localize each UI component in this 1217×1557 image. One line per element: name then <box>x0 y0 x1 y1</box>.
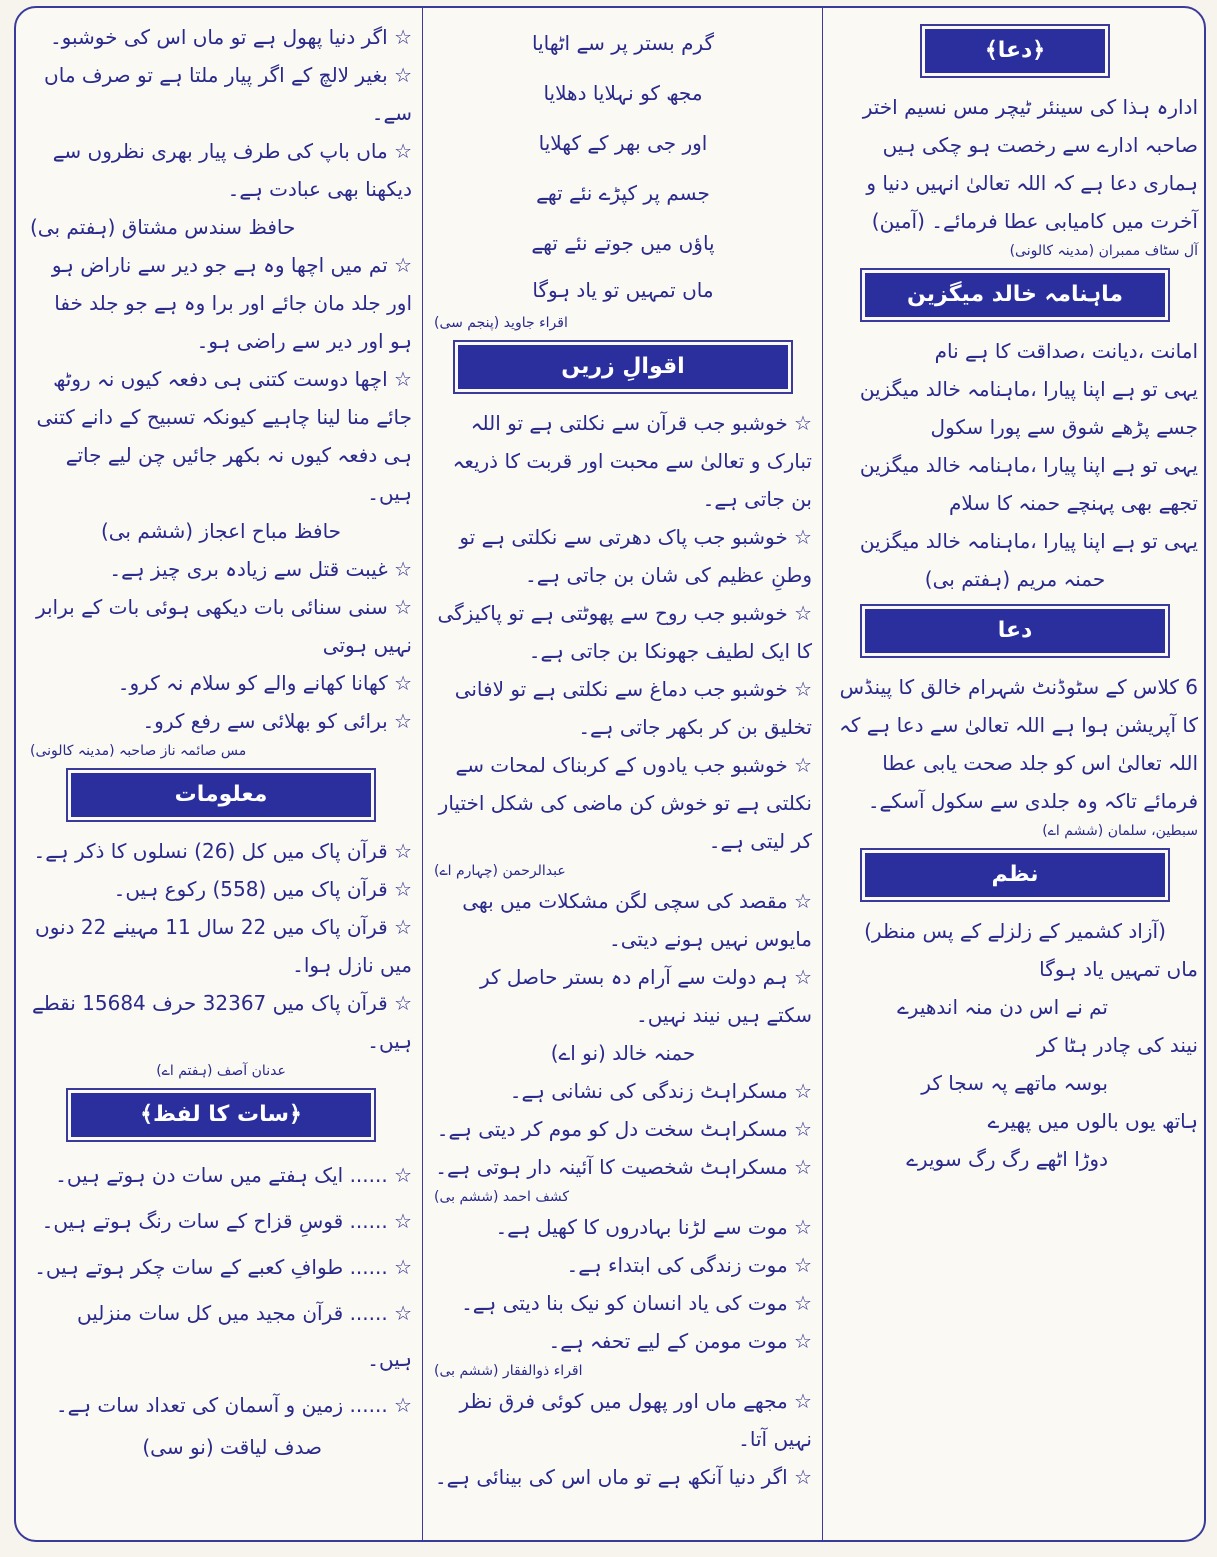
credit-staff: آل سٹاف ممبران (مدینہ کالونی) <box>1009 243 1198 259</box>
credit-hamna-maryam: حمنہ مریم (ہفتم بی) <box>924 567 1106 591</box>
seven-item: ☆ ...... قوسِ قزاح کے سات رنگ ہوتے ہیں۔ <box>41 1209 412 1233</box>
saying-item: ☆ اچھا دوست کتنی ہی دفعہ کیوں نہ روٹھ جائے منا لینا چاہیے کیونکہ تسبیح کے دانے کتنی ہی دفعہ کیوں نہ بکھر جائیں چن لیے جاتے ہیں۔ <box>36 367 412 505</box>
credit-kashaf-ahmad: کشف احمد (ششم بی) <box>434 1189 570 1205</box>
saying-item: ☆ بغیر لالچ کے اگر پیار ملتا ہے تو صرف ماں سے۔ <box>44 63 412 125</box>
mother-poem-line: گرم بستر پر سے اٹھایا <box>531 31 715 55</box>
aqwal-item: ☆ موت سے لڑنا بہادروں کا کھیل ہے۔ <box>495 1215 812 1239</box>
aqwal-item: ☆ اگر دنیا آنکھ ہے تو ماں اس کی بینائی ہے۔ <box>434 1465 812 1489</box>
saying-item: ☆ ماں باپ کی طرف پیار بھری نظروں سے دیکھنا بھی عبادت ہے۔ <box>52 139 412 201</box>
mother-poem-line: جسم پر کپڑے نئے تھے <box>536 181 710 205</box>
aqwal-item: ☆ موت مومن کے لیے تحفہ ہے۔ <box>548 1329 812 1353</box>
credit-saima-naz: مس صائمہ ناز صاحبہ (مدینہ کالونی) <box>30 743 247 759</box>
aqwal-banner: اقوالِ زریں <box>453 340 793 394</box>
column-divider-right <box>822 8 823 1540</box>
fact-item: ☆ قرآن پاک میں کل (26) نسلوں کا ذکر ہے۔ <box>33 839 412 863</box>
credit-abdul-rehman: عبدالرحمن (چہارم اے) <box>434 863 566 879</box>
mother-poem-line: مجھ کو نہلایا دھلایا <box>543 81 703 105</box>
nazm-line: بوسہ ماتھے پہ سجا کر <box>921 1071 1108 1095</box>
mother-poem-line: پاؤں میں جوتے نئے تھے <box>531 231 715 255</box>
magazine-page <box>14 6 1206 1542</box>
nazm-line: نیند کی چادر ہٹا کر <box>1036 1033 1198 1057</box>
magazine-banner: ماہنامہ خالد میگزین <box>860 268 1170 322</box>
aqwal-item: ☆ مقصد کی سچی لگن مشکلات میں بھی مایوس نہیں ہونے دیتی۔ <box>462 889 812 951</box>
mother-poem-line: اور جی بھر کے کھلایا <box>538 131 708 155</box>
magazine-poem-line: یہی تو ہے اپنا پیارا ،ماہنامہ خالد میگزین <box>859 377 1198 401</box>
magazine-poem-line: جسے پڑھے شوق سے پورا سکول <box>930 415 1198 439</box>
saying-item: ☆ کھانا کھانے والے کو سلام نہ کرو۔ <box>117 671 412 695</box>
nazm-line: دوڑا اٹھے رگ رگ سویرے <box>906 1147 1108 1171</box>
middle-column <box>426 18 820 1526</box>
credit-adnan-asif: عدنان آصف (ہفتم اے) <box>156 1063 286 1079</box>
magazine-poem-line: یہی تو ہے اپنا پیارا ،ماہنامہ خالد میگزین <box>859 453 1198 477</box>
aqwal-item: ☆ موت کی یاد انسان کو نیک بنا دیتی ہے۔ <box>461 1291 812 1315</box>
nazm-subtitle: (آزاد کشمیر کے زلزلے کے پس منظر) <box>864 919 1166 943</box>
aqwal-item: ☆ مجھے ماں اور پھول میں کوئی فرق نظر نہیں آتا۔ <box>459 1389 812 1451</box>
seven-item: ☆ ...... قرآن مجید میں کل سات منزلیں ہیں۔ <box>76 1301 412 1371</box>
saying-item: ☆ غیبت قتل سے زیادہ بری چیز ہے۔ <box>109 557 412 581</box>
fact-item: ☆ قرآن پاک میں 32367 حرف 15684 نقطے ہیں۔ <box>31 991 412 1053</box>
credit-mubah-ijaz: حافظ مباح اعجاز (ششم بی) <box>100 519 342 543</box>
magazine-poem-line: یہی تو ہے اپنا پیارا ،ماہنامہ خالد میگزین <box>859 529 1198 553</box>
nazm-line: ہاتھ یوں بالوں میں پھیرے <box>987 1109 1198 1133</box>
credit-iqra-zulfiqar: اقراء ذوالفقار (ششم بی) <box>434 1363 583 1379</box>
mother-poem-line: ماں تمہیں تو یاد ہوگا <box>532 278 714 302</box>
saying-item: ☆ تم میں اچھا وہ ہے جو دیر سے ناراض ہو اور جلد مان جائے اور برا وہ ہے جو جلد خفا ہو اور دیر سے راضی ہو۔ <box>51 253 412 353</box>
aqwal-item: ☆ خوشبو جب روح سے پھوٹتی ہے تو پاکیزگی کا ایک لطیف جھونکا بن جاتی ہے۔ <box>437 601 812 663</box>
dua-banner-top: ﴿دعا﴾ <box>920 24 1110 78</box>
fact-item: ☆ قرآن پاک میں (558) رکوع ہیں۔ <box>113 877 412 901</box>
column-divider-left <box>422 8 423 1540</box>
farewell-dua-text: ادارہ ہذا کی سینئر ٹیچر مس نسیم اختر صاحبہ ادارے سے رخصت ہو چکی ہیں ہماری دعا ہے کہ اللہ تعالیٰ انہیں دنیا و آخرت میں کامیابی عطا فرمائے۔ (آمین) <box>862 95 1198 233</box>
maloomat-banner: معلومات <box>66 768 376 822</box>
left-column <box>24 18 420 1526</box>
aqwal-item: ☆ خوشبو جب پاک دھرتی سے نکلتی ہے تو وطنِ عظیم کی شان بن جاتی ہے۔ <box>459 525 812 587</box>
aqwal-item: ☆ مسکراہٹ شخصیت کا آئینہ دار ہوتی ہے۔ <box>435 1155 812 1179</box>
credit-hamna-khalid: حمنہ خالد (نو اے) <box>550 1041 696 1065</box>
nazm-line: ماں تمہیں یاد ہوگا <box>1039 957 1198 981</box>
credit-sundas-mushtaq: حافظ سندس مشتاق (ہفتم بی) <box>30 215 296 239</box>
aqwal-item: ☆ موت زندگی کی ابتداء ہے۔ <box>566 1253 812 1277</box>
saat-banner: ﴿سات کا لفظ﴾ <box>66 1088 376 1142</box>
aqwal-item: ☆ مسکراہٹ سخت دل کو موم کر دیتی ہے۔ <box>436 1117 812 1141</box>
seven-item: ☆ ...... ایک ہفتے میں سات دن ہوتے ہیں۔ <box>55 1163 412 1187</box>
dua-banner-second: دعا <box>860 604 1170 658</box>
saying-item: ☆ برائی کو بھلائی سے رفع کرو۔ <box>142 709 412 733</box>
credit-sibtain-salman: سبطین، سلمان (ششم اے) <box>1042 823 1198 839</box>
aqwal-item: ☆ ہم دولت سے آرام دہ بستر حاصل کر سکتے ہیں نیند نہیں۔ <box>480 965 812 1027</box>
nazm-line: تم نے اس دن منہ اندھیرے <box>897 995 1108 1019</box>
saying-item: ☆ اگر دنیا پھول ہے تو ماں اس کی خوشبو۔ <box>49 25 412 49</box>
fact-item: ☆ قرآن پاک میں 22 سال 11 مہینے 22 دنوں میں نازل ہوا۔ <box>35 915 412 977</box>
aqwal-item: ☆ خوشبو جب دماغ سے نکلتی ہے تو لافانی تخلیق بن کر بکھر جاتی ہے۔ <box>454 677 812 739</box>
aqwal-item: ☆ خوشبو جب قرآن سے نکلتی ہے تو اللہ تبارک و تعالیٰ سے محبت اور قربت کا ذریعہ بن جاتی ہے۔ <box>452 411 812 511</box>
seven-item: ☆ ...... طوافِ کعبے کے سات چکر ہوتے ہیں۔ <box>34 1255 412 1279</box>
credit-sadaf-liaqat: صدف لیاقت (نو سی) <box>142 1435 322 1459</box>
magazine-poem-line: امانت ،دیانت ،صداقت کا ہے نام <box>934 339 1198 363</box>
nazm-banner: نظم <box>860 848 1170 902</box>
credit-iqra-javed: اقراء جاوید (پنجم سی) <box>434 315 568 331</box>
right-column <box>826 18 1206 1526</box>
seven-item: ☆ ...... زمین و آسمان کی تعداد سات ہے۔ <box>55 1393 412 1417</box>
magazine-poem-line: تجھے بھی پہنچے حمنہ کا سلام <box>949 491 1198 515</box>
aqwal-item: ☆ خوشبو جب یادوں کے کربناک لمحات سے نکلتی ہے تو خوش کن ماضی کی شکل اختیار کر لیتی ہے۔ <box>438 753 812 853</box>
operation-dua-text: 6 کلاس کے سٹوڈنٹ شہرام خالق کا پینڈس کا آپریشن ہوا ہے اللہ تعالیٰ سے دعا ہے کہ اللہ تعالیٰ اس کو جلد صحت یابی عطا فرمائے تاکہ وہ جلدی سے سکول آسکے۔ <box>839 675 1198 813</box>
saying-item: ☆ سنی سنائی بات دیکھی ہوئی بات کے برابر نہیں ہوتی <box>35 595 412 657</box>
aqwal-item: ☆ مسکراہٹ زندگی کی نشانی ہے۔ <box>509 1079 812 1103</box>
